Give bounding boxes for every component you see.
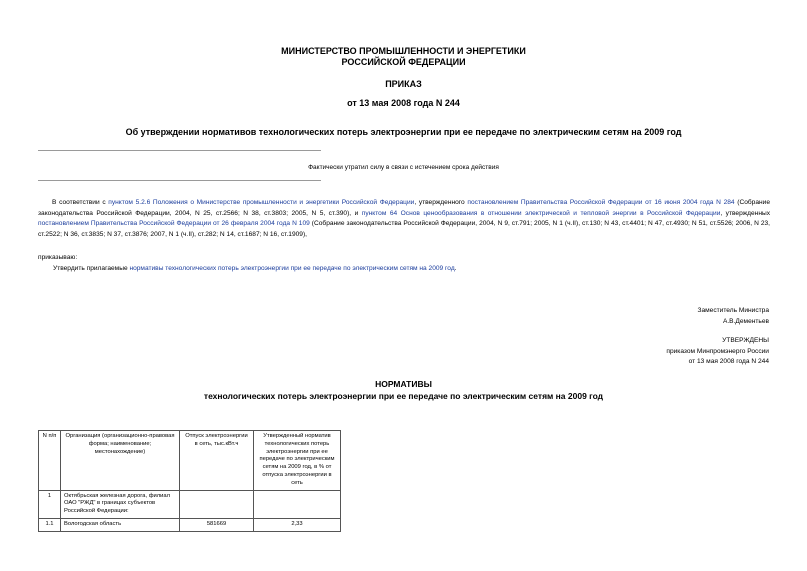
order-word: приказываю: [38, 254, 78, 261]
link-resolution-109[interactable]: постановлением Правительства Российской Федерации от 26 февраля 2004 года N 109 [38, 220, 310, 227]
table-header-organization: Организация (организационно-правовая форма; наименование; местонахождение) [61, 431, 180, 491]
table-cell-organization: Октябрьская железная дорога, филиал ОАО "РЖД" в границах субъектов Российской Федерации: [61, 490, 180, 518]
preamble-text-2: , утвержденного [414, 199, 468, 206]
norms-heading-line-2: технологических потерь электроэнергии при ее передаче по электрическим сетям на 2009 год [203, 391, 604, 401]
divider-bottom [38, 180, 321, 181]
table-row [39, 490, 341, 518]
table-header-norm: Утвержденный норматив технологических потерь электроэнергии при ее передаче по электрическим сетям на 2009 год, в % от отпуска электроэнергии в сеть [254, 431, 341, 491]
table-header-supply: Отпуск электроэнергии в сеть, тыс.кВт.ч [180, 431, 254, 491]
norms-heading-line-1: НОРМАТИВЫ [375, 379, 432, 389]
table-cell-norm [254, 490, 341, 518]
signature-name: А.В.Дементьев [722, 317, 769, 325]
preamble-text-1: В соответствии с [52, 199, 109, 206]
order-label: ПРИКАЗ [385, 79, 422, 89]
ministry-line-2: РОССИЙСКОЙ ФЕДЕРАЦИИ [341, 57, 466, 67]
order-date: от 13 мая 2008 года N 244 [347, 98, 460, 108]
approved-block [666, 336, 769, 368]
approve-paragraph [53, 264, 770, 274]
norms-heading [0, 378, 807, 402]
document-title: Об утверждении нормативов технологических потерь электроэнергии при ее передаче по электрическим сетям на 2009 год [125, 127, 682, 137]
link-regulation-clause[interactable]: пунктом 5.2.6 Положения о Министерстве промышленности и энергетики Российской Федерации [108, 199, 415, 206]
table-header-number: N п/п [39, 431, 61, 491]
norms-table [38, 430, 341, 532]
signature-position: Заместитель Министра [697, 307, 769, 314]
ministry-line-1: МИНИСТЕРСТВО ПРОМЫШЛЕННОСТИ И ЭНЕРГЕТИКИ [281, 46, 526, 56]
table-cell-number: 1 [39, 490, 61, 518]
ministry-name [0, 46, 807, 68]
signature-block [697, 306, 769, 327]
link-norms[interactable]: нормативы технологических потерь электроэнергии при ее передаче по электрическим сетям на 2009 год [129, 265, 455, 272]
table-row [39, 518, 341, 531]
approved-line-2: приказом Минпромэнерго России [666, 347, 769, 355]
table-cell-norm: 2,33 [254, 518, 341, 531]
table-cell-organization: Вологодская область [61, 518, 180, 531]
approved-line-3: от 13 мая 2008 года N 244 [688, 358, 769, 365]
table-header-row [39, 431, 341, 491]
link-resolution-284[interactable]: постановлением Правительства Российской Федерации от 16 июня 2004 года N 284 [467, 199, 735, 206]
preamble-paragraph [38, 198, 770, 240]
table-cell-number: 1.1 [39, 518, 61, 531]
preamble-text-5: (Собрание законодательства Российской Федерации, 2004, N 9, ст.791; 2005, N 1 (ч.II), ст.130; N 43, ст.4401; N 47, ст.4930; N 51, ст.5526; 2006, N 23, ст.2522; N 36, ст.3835; N 37, ст.3876; 2007, N 1 (ч.II), ст.282; N 14, ст.1687; N 16, ст.1909), [38, 220, 770, 238]
status-note: Фактически утратил силу в связи с истечением срока действия [308, 164, 499, 171]
approve-text-2: . [454, 265, 457, 272]
approve-text-1: Утвердить прилагаемые [53, 265, 130, 272]
link-pricing-basics[interactable]: пунктом 64 Основ ценообразования в отношении электрической и тепловой энергии в Российской Федерации [361, 209, 721, 217]
preamble-text-4: , утвержденных [720, 209, 770, 217]
preamble-text-3: (Собрание законодательства Российской Федерации, 2004, N 25, ст.2566; N 38, ст.3803; 2005, N 5, ст.390), и [38, 199, 770, 217]
divider-top [38, 150, 321, 151]
approved-line-1: УТВЕРЖДЕНЫ [722, 337, 769, 344]
table-cell-supply: 581669 [180, 518, 254, 531]
table-cell-supply [180, 490, 254, 518]
